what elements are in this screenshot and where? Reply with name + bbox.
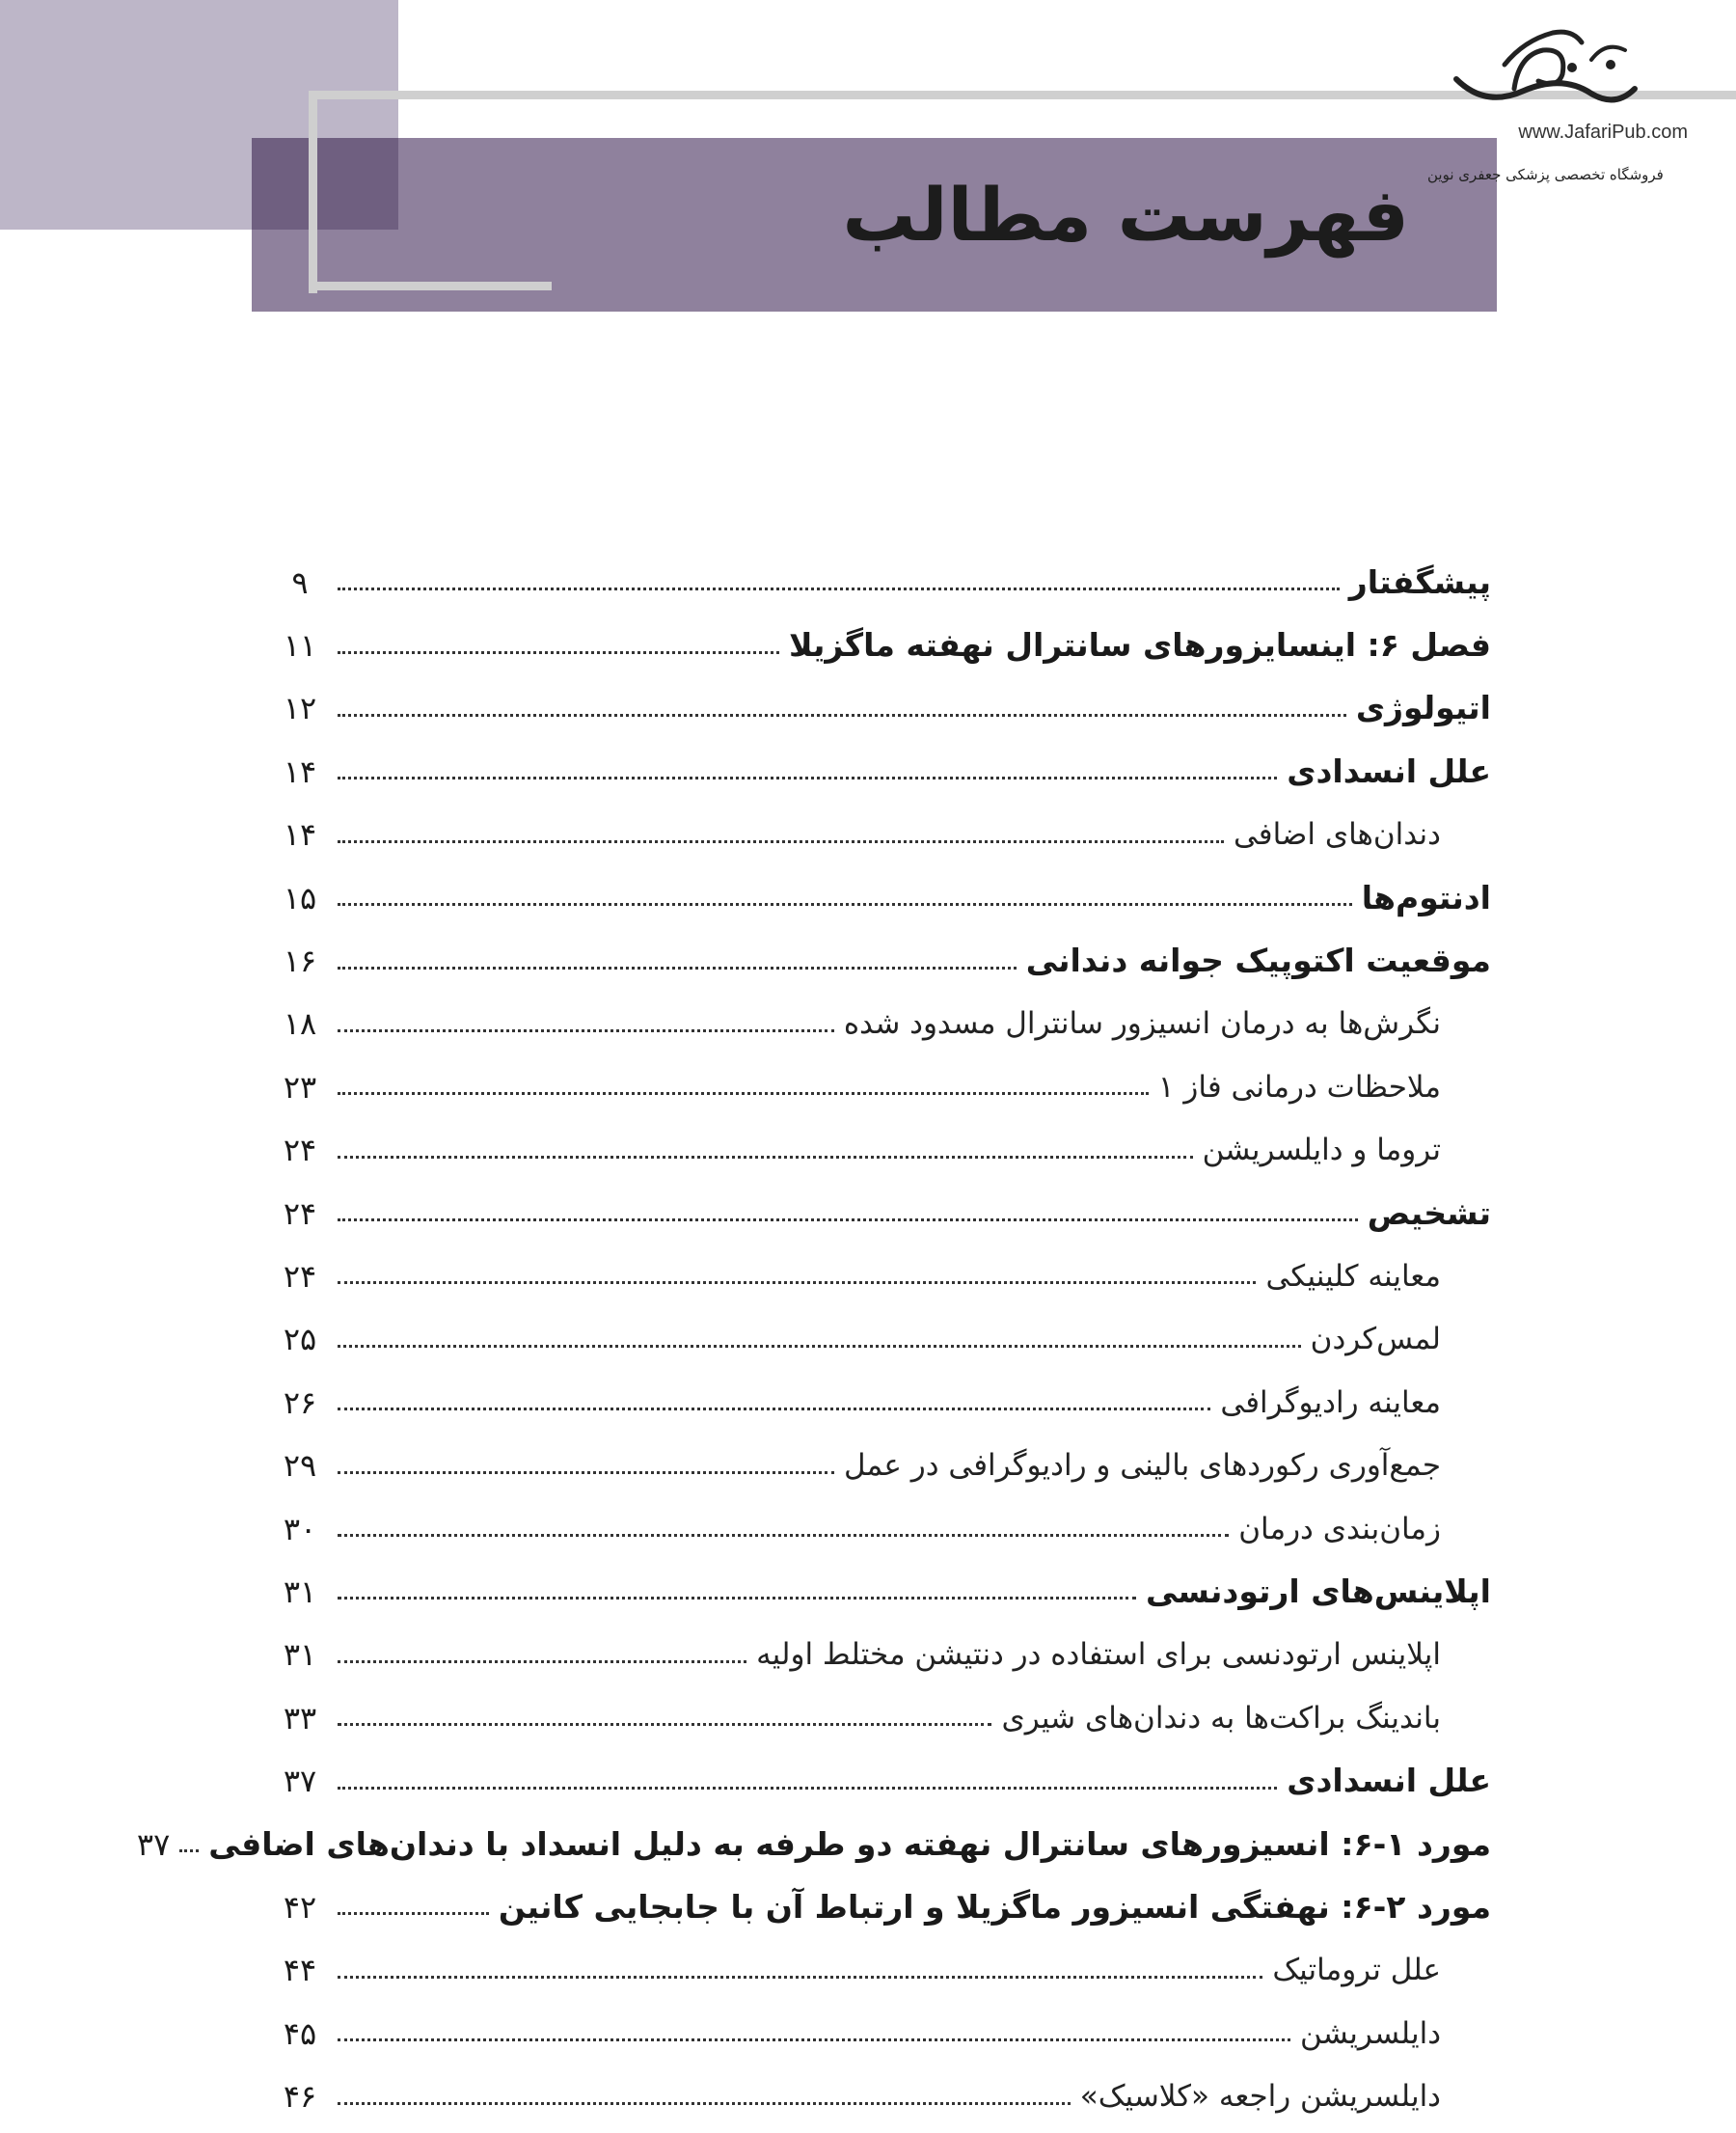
toc-entry [272, 1244, 1491, 1307]
publisher-url: www.JafariPub.com [1518, 122, 1688, 143]
toc-entry-page: ۱۸ [283, 1005, 317, 1043]
toc-entry [272, 1497, 1491, 1560]
toc-entry-page: ۲۴ [283, 1194, 317, 1232]
toc-entry-title: مورد ۱-۶: انسیزورهای سانترال نهفته دو طرفه به دلیل انسداد با دندان‌های اضافی [208, 1824, 1491, 1863]
toc-entry [272, 866, 1491, 929]
toc-dot-leader [338, 1976, 1262, 1979]
toc-entry-title: تشخیص [1367, 1193, 1491, 1232]
toc-entry [272, 993, 1491, 1055]
toc-entry-title: فصل ۶: اینسایزورهای سانترال نهفته ماگزیلا [788, 626, 1491, 665]
toc-entry [272, 1434, 1491, 1496]
header-frame-line-bottom [309, 282, 552, 290]
toc-dot-leader [338, 1408, 1210, 1410]
toc-entry [272, 1560, 1491, 1623]
toc-entry-title: اپلاینس‌های ارتودنسی [1146, 1572, 1491, 1610]
toc-entry [272, 1182, 1491, 1244]
toc-dot-leader [338, 1281, 1256, 1284]
toc-entry-title: علل انسدادی [1287, 752, 1491, 790]
toc-entry-title: زمان‌بندی درمان [1238, 1511, 1441, 1546]
toc-entry-title: ملاحظات درمانی فاز ۱ [1157, 1069, 1441, 1105]
toc-entry-page: ۲۵ [283, 1321, 317, 1358]
toc-entry [272, 740, 1491, 803]
toc-entry-title: باندینگ براکت‌ها به دندان‌های شیری [1001, 1700, 1441, 1736]
toc-entry [272, 929, 1491, 992]
toc-entry-page: ۳۳ [283, 1699, 317, 1736]
toc-dot-leader [338, 777, 1277, 779]
toc-entry-page: ۱۴ [283, 752, 317, 790]
toc-dot-leader [338, 2038, 1290, 2041]
toc-entry-title: اتیولوژی [1355, 689, 1491, 727]
toc-dot-leader [338, 1787, 1277, 1790]
toc-entry-page: ۴۲ [283, 1888, 317, 1926]
toc-entry [272, 1875, 1491, 1938]
toc-entry-page: ۲۹ [283, 1447, 317, 1485]
toc-dot-leader [338, 1156, 1193, 1159]
toc-entry-title: نگرش‌ها به درمان انسیزور سانترال مسدود شده [843, 1006, 1441, 1042]
toc-entry [272, 551, 1491, 614]
toc-entry-title: علل انسدادی [1287, 1762, 1491, 1800]
toc-dot-leader [338, 1723, 991, 1726]
toc-entry-title: تروما و دایلسریشن [1202, 1133, 1441, 1168]
toc-dot-leader [338, 1218, 1358, 1221]
toc-entry-title: لمس‌کردن [1310, 1322, 1441, 1357]
publisher-subtitle: فروشگاه تخصصی پزشکی جعفری نوین [1427, 166, 1664, 183]
toc-entry-page: ۴۵ [283, 2014, 317, 2052]
toc-dot-leader [338, 1912, 489, 1915]
toc-entry [136, 1813, 1491, 1875]
toc-entry-title: دایلسریشن [1300, 2015, 1441, 2051]
toc-dot-leader [338, 903, 1352, 906]
toc-entry [272, 677, 1491, 740]
toc-entry-page: ۱۱ [283, 627, 317, 665]
toc-dot-leader [338, 840, 1224, 843]
toc-dot-leader [338, 2102, 1071, 2105]
toc-entry-page: ۳۷ [283, 1763, 317, 1800]
header-decor-dark-square [252, 138, 398, 230]
toc-entry [272, 1119, 1491, 1182]
toc-entry-page: ۲۳ [283, 1068, 317, 1106]
toc-entry-page: ۳۱ [283, 1572, 317, 1610]
toc-dot-leader [338, 967, 1017, 970]
toc-entry-title: ادنتوم‌ها [1361, 878, 1491, 916]
toc-entry [272, 1749, 1491, 1812]
toc-dot-leader [338, 651, 779, 654]
toc-entry [272, 804, 1491, 866]
toc-dot-leader [179, 1849, 199, 1852]
toc-dot-leader [338, 588, 1340, 590]
toc-entry-page: ۳۱ [283, 1636, 317, 1674]
toc-entry [272, 1055, 1491, 1118]
toc-entry-title: پیشگفتار [1348, 562, 1491, 601]
header-frame-line-left [309, 91, 317, 293]
toc-entry-title: دایلسریشن راجعه «کلاسیک» [1079, 2079, 1441, 2115]
toc-entry [272, 1939, 1491, 2002]
toc-entry-page: ۱۶ [283, 943, 317, 980]
publisher-logo-icon [1447, 21, 1640, 118]
table-of-contents [136, 551, 1491, 2128]
toc-dot-leader [338, 1471, 834, 1474]
toc-entry-title: موقعیت اکتوپیک جوانه دندانی [1025, 942, 1491, 980]
toc-entry-page: ۲۴ [283, 1257, 317, 1295]
toc-entry-title: علل تروماتیک [1272, 1953, 1441, 1988]
toc-dot-leader [338, 714, 1346, 717]
page-title: فهرست مطالب [842, 172, 1409, 258]
toc-entry-title: معاینه رادیوگرافی [1220, 1384, 1441, 1420]
publisher-logo [1427, 21, 1717, 195]
toc-entry-title: جمع‌آوری رکوردهای بالینی و رادیوگرافی در عمل [844, 1448, 1441, 1484]
toc-entry-page: ۹ [291, 563, 309, 601]
toc-entry [272, 2065, 1491, 2127]
toc-entry [272, 1371, 1491, 1434]
toc-entry-page: ۱۲ [283, 690, 317, 727]
toc-entry [272, 1308, 1491, 1371]
toc-dot-leader [338, 1660, 746, 1663]
toc-entry-title: مورد ۲-۶: نهفتگی انسیزور ماگزیلا و ارتباط آن با جابجایی کانین [498, 1887, 1491, 1926]
toc-entry-page: ۲۴ [283, 1132, 317, 1169]
toc-dot-leader [338, 1092, 1149, 1095]
toc-entry [272, 614, 1491, 676]
toc-entry-page: ۱۵ [283, 879, 317, 916]
toc-entry-page: ۴۴ [283, 1952, 317, 1989]
toc-entry-title: دندان‌های اضافی [1233, 817, 1441, 853]
toc-dot-leader [338, 1534, 1229, 1537]
toc-dot-leader [338, 1597, 1136, 1600]
toc-entry [272, 1686, 1491, 1749]
toc-entry-title: اپلاینس ارتودنسی برای استفاده در دنتیشن مختلط اولیه [756, 1637, 1441, 1673]
toc-entry-title: معاینه کلینیکی [1265, 1258, 1441, 1294]
toc-entry-page: ۴۶ [283, 2078, 317, 2116]
toc-entry-page: ۳۷ [136, 1825, 171, 1863]
toc-entry-page: ۲۶ [283, 1383, 317, 1421]
toc-entry-page: ۱۴ [283, 816, 317, 854]
toc-dot-leader [338, 1029, 834, 1032]
toc-entry [272, 1624, 1491, 1686]
toc-entry-page: ۳۰ [283, 1510, 317, 1547]
toc-dot-leader [338, 1345, 1301, 1348]
toc-entry [272, 2002, 1491, 2065]
